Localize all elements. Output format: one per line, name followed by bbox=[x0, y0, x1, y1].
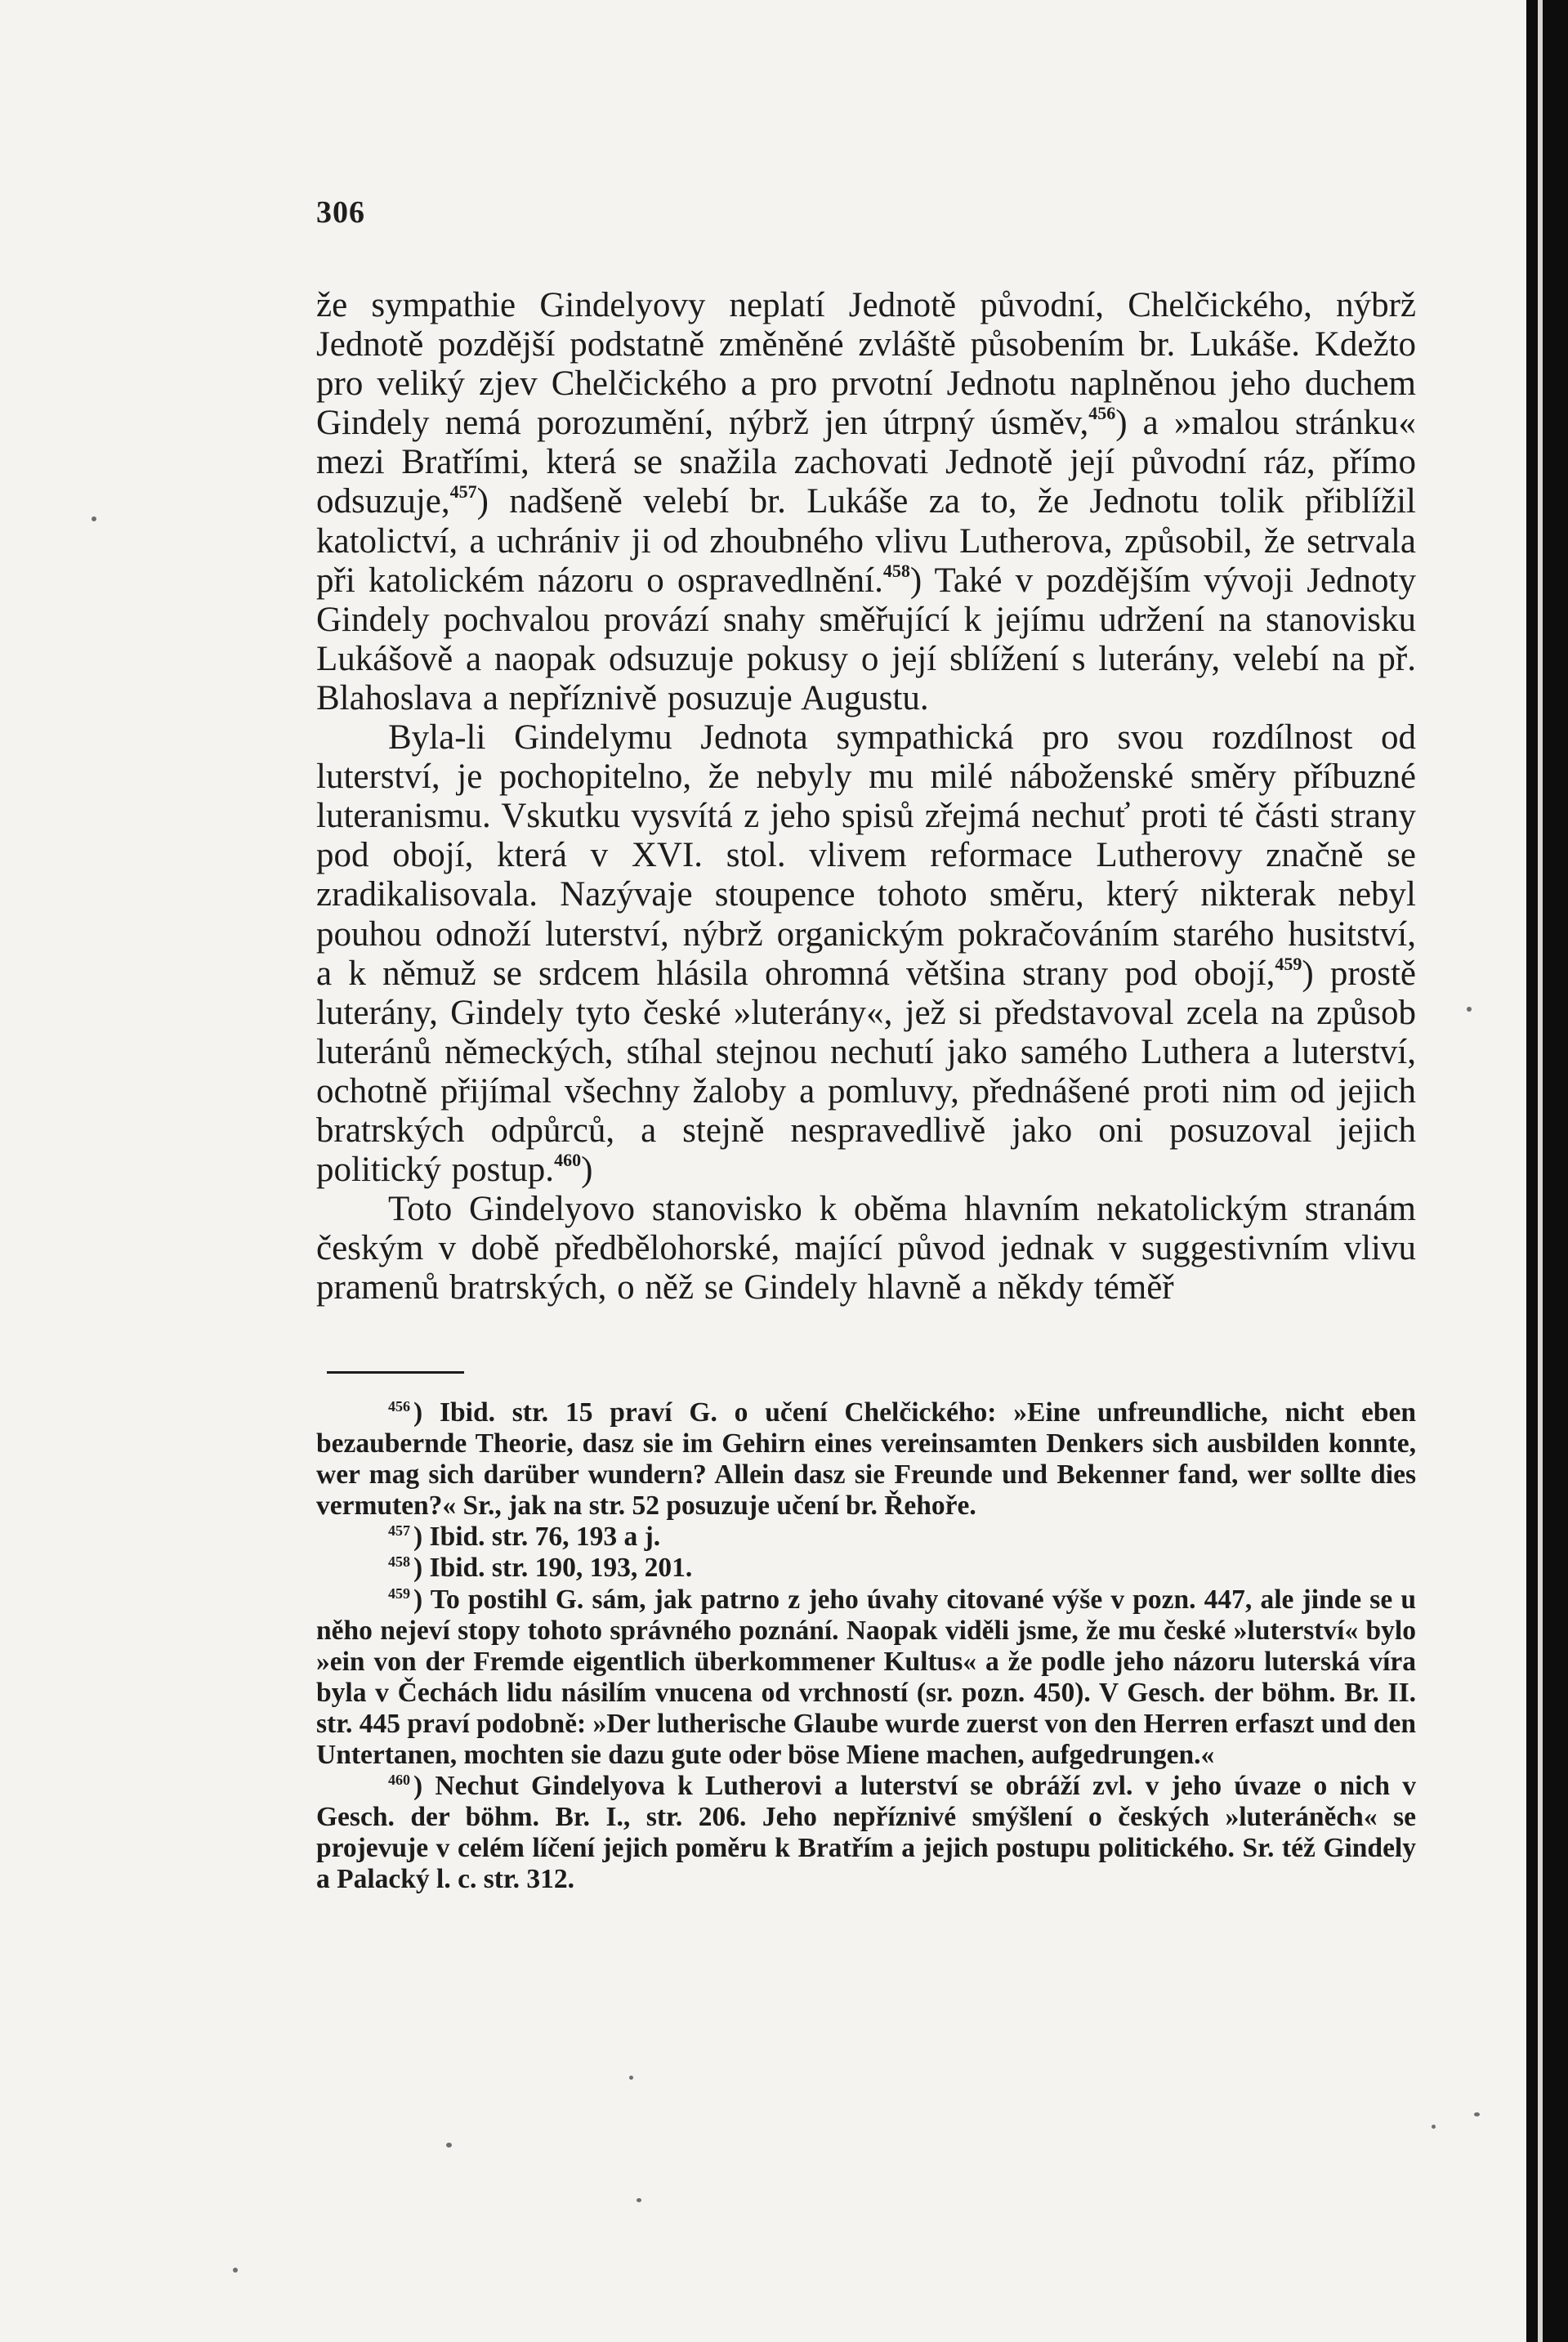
footnote bbox=[316, 1397, 1416, 1522]
scan-speck bbox=[1432, 2125, 1436, 2129]
paragraph-text: ) bbox=[581, 1151, 593, 1190]
paragraph-text: že sympathie Gindelyovy neplatí Jednotě původní, Chelčického, nýbrž Jednotě pozdější podstatně změněné zvláště působením br. Lukáše. Kdežto pro veliký zjev Chelčického a pro prvotní Jednotu naplněnou jeho duchem Gindely nemá porozumění, nýbrž jen útrpný úsměv, bbox=[316, 286, 1416, 443]
scan-speck bbox=[1474, 2112, 1480, 2116]
footnote-number: 457 bbox=[388, 1522, 410, 1540]
scan-speck bbox=[629, 2076, 633, 2080]
body-paragraph bbox=[316, 286, 1416, 718]
footnote-rule bbox=[327, 1371, 464, 1374]
page-number: 306 bbox=[316, 195, 365, 230]
paragraph-text: ) a »malou stránku« mezi Bratřími, která se snažila zachovati Jednotě její původní ráz, přímo odsuzuje, bbox=[316, 404, 1416, 521]
scan-speck bbox=[1467, 1007, 1472, 1012]
footnote-reference: 458 bbox=[882, 560, 910, 581]
scan-speck bbox=[92, 516, 96, 521]
body-paragraph bbox=[316, 718, 1416, 1190]
footnote-number: 460 bbox=[388, 1772, 410, 1789]
footnote-reference: 460 bbox=[554, 1150, 582, 1171]
footnote-number: 458 bbox=[388, 1553, 410, 1571]
footnote-reference: 456 bbox=[1088, 403, 1116, 424]
body-text bbox=[316, 286, 1416, 1307]
body-paragraph bbox=[316, 1190, 1416, 1307]
footnote-number: 456 bbox=[388, 1398, 410, 1415]
paragraph-text: ) prostě luterány, Gindely tyto české »luterány«, jež si představoval zcela na způsob luteránů německých, stíhal stejnou nechutí jako samého Luthera a luterství, ochotně přijímal všechny žaloby a pomluvy, přednášené proti nim od jejich bratrských odpůrců, a stejně nespravedlivě jako oni posuzoval jejich politický postup. bbox=[316, 954, 1416, 1190]
scan-speck bbox=[233, 2268, 238, 2273]
paragraph-text: Toto Gindelyovo stanovisko k oběma hlavním nekatolickým stranám českým v době předbělohorské, mající původ jednak v suggestivním vlivu pramenů bratrských, o něž se Gindely hlavně a někdy téměř bbox=[316, 1190, 1416, 1307]
footnote-text: ) Ibid. str. 76, 193 a j. bbox=[413, 1522, 661, 1553]
paragraph-text: Byla-li Gindelymu Jednota sympathická pro svou rozdílnost od luterství, je pochopitelno, že nebyly mu milé náboženské směry příbuzné luteranismu. Vskutku vysvítá z jeho spisů zřejmá nechuť proti té části strany pod obojí, která v XVI. stol. vlivem reformace Lutherovy značně se zradikalisovala. Nazývaje stoupence tohoto směru, který nikterak nebyl pouhou odnoží luterství, nýbrž organickým pokračováním starého husitství, a k němuž se srdcem hlásila ohromná většina strany pod obojí, bbox=[316, 718, 1416, 993]
footnote-text: ) To postihl G. sám, jak patrno z jeho úvahy citované výše v pozn. 447, ale jinde se u něho nejeví stopy tohoto správného poznání. Naopak viděli jsme, že mu české »luterství« bylo »ein von der Fremde eigentlich überkommener Kultus« a že podle jeho názoru luterská víra byla v Čechách lidu násilím vnucena od vrchností (sr. pozn. 450). V Gesch. der böhm. Br. II. str. 445 praví podobně: »Der lutherische Glaube wurde zuerst von den Herren erfaszt und den Untertanen, mochten sie dazu gute oder böse Miene machen, aufgedrungen.« bbox=[316, 1584, 1416, 1771]
footnote-reference: 457 bbox=[449, 481, 477, 503]
footnote-text: ) Ibid. str. 190, 193, 201. bbox=[413, 1553, 693, 1584]
footnote bbox=[316, 1584, 1416, 1772]
scan-speck bbox=[637, 2198, 641, 2202]
footnotes bbox=[316, 1397, 1416, 1896]
footnote-text: ) Nechut Gindelyova k Lutherovi a luterství se obráží zvl. v jeho úvaze o nich v Gesch. der böhm. Br. I., str. 206. Jeho nepříznivé smýšlení o českých »luteráněch« se projevuje v celém líčení jejich poměru k Bratřím a jejich postupu politického. Sr. též Gindely a Palacký l. c. str. 312. bbox=[316, 1771, 1416, 1895]
footnote bbox=[316, 1771, 1416, 1895]
paragraph-text: ) Také v pozdějším vývoji Jednoty Gindely pochvalou provází snahy směřující k jejímu udržení na stanovisku Lukášově a naopak odsuzuje pokusy o její sblížení s luterány, velebí na př. Blahoslava a nepříznivě posuzuje Augustu. bbox=[316, 561, 1416, 717]
footnote-number: 459 bbox=[388, 1584, 410, 1602]
footnote-text: ) Ibid. str. 15 praví G. o učení Chelčického: »Eine unfreundliche, nicht eben bezaubernde Theorie, dasz sie im Gehirn eines vereinsamten Denkers sich ausbilden konnte, wer mag sich darüber wundern? Allein dasz sie Freunde und Bekenner fand, wer sollte dies vermuten?« Sr., jak na str. 52 posuzuje učení br. Řehoře. bbox=[316, 1397, 1416, 1522]
footnote bbox=[316, 1522, 1416, 1553]
footnote bbox=[316, 1553, 1416, 1584]
paragraph-text: ) nadšeně velebí br. Lukáše za to, že Jednotu tolik přiblížil katolictví, a uchrániv ji od zhoubného vlivu Lutherova, způsobil, že setrvala při katolickém názoru o ospravedlnění. bbox=[316, 482, 1416, 600]
scan-border bbox=[1526, 0, 1568, 2342]
scan-speck bbox=[446, 2143, 452, 2148]
footnote-reference: 459 bbox=[1275, 953, 1302, 974]
